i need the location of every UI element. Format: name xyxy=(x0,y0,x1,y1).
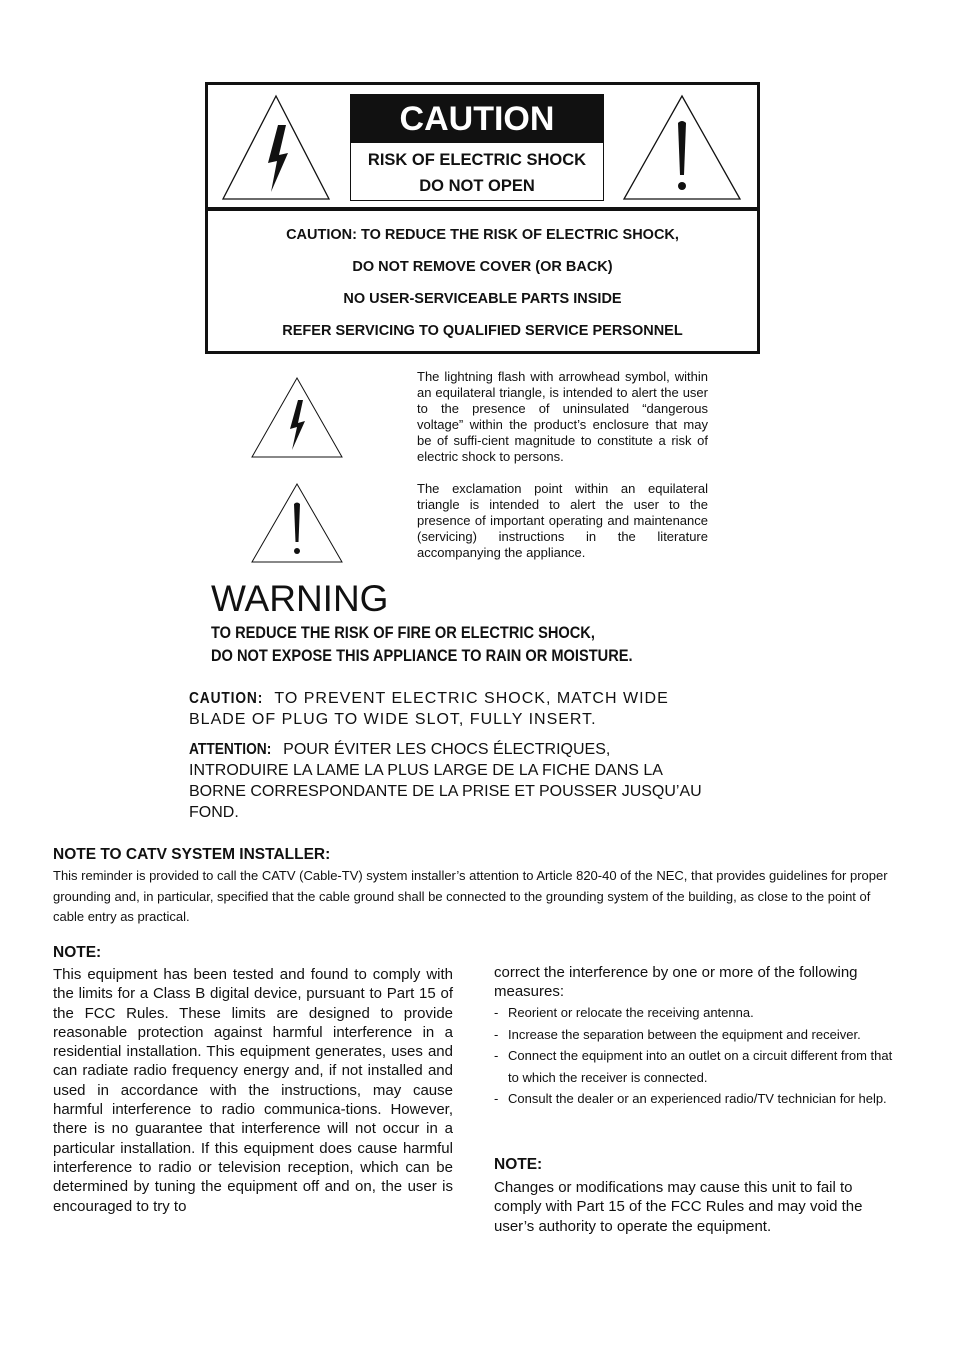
warning-line-2: DO NOT EXPOSE THIS APPLIANCE TO RAIN OR MOISTURE. xyxy=(211,646,633,665)
list-item xyxy=(494,1045,904,1088)
list-item-text: Connect the equipment into an outlet on a circuit different from that to which the receiver is connected. xyxy=(508,1048,893,1085)
changes-note-body: Changes or modifications may cause this unit to fail to comply with Part 15 of the FCC Rules and may void the user’s authority to operate the equipment. xyxy=(494,1179,863,1235)
list-item xyxy=(494,1088,904,1110)
plug-caution xyxy=(189,688,709,730)
banner-line-2: DO NOT OPEN xyxy=(419,177,535,195)
changes-note-heading: NOTE: xyxy=(494,1156,543,1173)
caution-title: CAUTION xyxy=(351,95,603,143)
warning-line-1: TO REDUCE THE RISK OF FIRE OR ELECTRIC SHOCK, xyxy=(211,623,595,642)
exclamation-symbol-text: The exclamation point within an equilateral triangle is intended to alert the user to the presence of important operating and maintenance (servicing) instructions in the literature accompanying the appliance. xyxy=(417,481,708,560)
caution-divider xyxy=(208,207,757,211)
caution-line: REFER SERVICING TO QUALIFIED SERVICE PERSONNEL xyxy=(282,323,683,339)
caution-header xyxy=(208,85,757,207)
caution-banner xyxy=(350,94,604,201)
fcc-note-heading: NOTE: xyxy=(53,944,102,961)
caution-box xyxy=(205,82,760,354)
list-dash: - xyxy=(494,1026,499,1042)
list-item-text: Reorient or relocate the receiving antenna. xyxy=(508,1005,754,1020)
list-dash: - xyxy=(494,1005,499,1020)
catv-body: This reminder is provided to call the CATV (Cable-TV) system installer’s attention to Article 820-40 of the NEC, that provides guidelines for proper grounding and, in particular, specified that the cable ground shall be connected to the grounding system of the building, as close to the point of cable entry as practical. xyxy=(53,868,888,924)
caution-instructions xyxy=(208,219,757,347)
list-dash: - xyxy=(494,1048,499,1063)
exclamation-triangle-icon xyxy=(621,93,743,203)
plug-attention xyxy=(189,739,709,823)
plug-attention-label: ATTENTION: xyxy=(189,741,272,758)
catv-heading: NOTE TO CATV SYSTEM INSTALLER: xyxy=(53,846,331,863)
fcc-note-continuation: correct the interference by one or more of the following measures: xyxy=(494,964,858,1001)
lightning-triangle-icon xyxy=(220,93,332,203)
plug-attention-text: POUR ÉVITER LES CHOCS ÉLECTRIQUES, INTRODUIRE LA LAME LA PLUS LARGE DE LA FICHE DANS LA BORNE CORRESPONDANTE DE LA PRISE ET POUSSER JUSQU’AU FOND. xyxy=(189,741,702,821)
caution-line: CAUTION: TO REDUCE THE RISK OF ELECTRIC SHOCK, xyxy=(286,227,679,243)
warning-title: WARNING xyxy=(211,578,389,619)
list-item xyxy=(494,1024,904,1046)
caution-line: DO NOT REMOVE COVER (OR BACK) xyxy=(352,259,613,275)
plug-caution-text: TO PREVENT ELECTRIC SHOCK, MATCH WIDE BLADE OF PLUG TO WIDE SLOT, FULLY INSERT. xyxy=(189,690,669,728)
plug-caution-label: CAUTION: xyxy=(189,690,264,707)
caution-line: NO USER-SERVICEABLE PARTS INSIDE xyxy=(343,291,622,307)
banner-line-1: RISK OF ELECTRIC SHOCK xyxy=(367,151,587,169)
exclamation-symbol-icon xyxy=(250,482,344,564)
list-item-text: Consult the dealer or an experienced radio/TV technician for help. xyxy=(508,1091,887,1106)
list-dash: - xyxy=(494,1091,499,1106)
lightning-symbol-icon xyxy=(250,376,344,460)
list-item xyxy=(494,1002,904,1024)
fcc-note-body: This equipment has been tested and found to comply with the limits for a Class B digital device, pursuant to Part 15 of the FCC Rules. These limits are designed to provide reasonable protection against harmful interference in a residential installation. This equipment generates, uses and can radiate radio frequency energy and, if not installed and used in accordance with the instructions, may cause harmful interference to radio communica-tions. However, there is no guarantee that interference will not occur in a particular installation. If this equipment does cause harmful interference to radio or television reception, which can be determined by tuning the equipment off and on, the user is encouraged to try to xyxy=(53,966,453,1215)
measures-list xyxy=(494,1002,904,1110)
lightning-symbol-text: The lightning flash with arrowhead symbol, within an equilateral triangle, is intended to alert the user to the presence of uninsulated “dangerous voltage” within the product’s enclosure that may be of suffi-cient magnitude to constitute a risk of electric shock to persons. xyxy=(417,369,708,464)
list-item-text: Increase the separation between the equipment and receiver. xyxy=(508,1026,861,1042)
